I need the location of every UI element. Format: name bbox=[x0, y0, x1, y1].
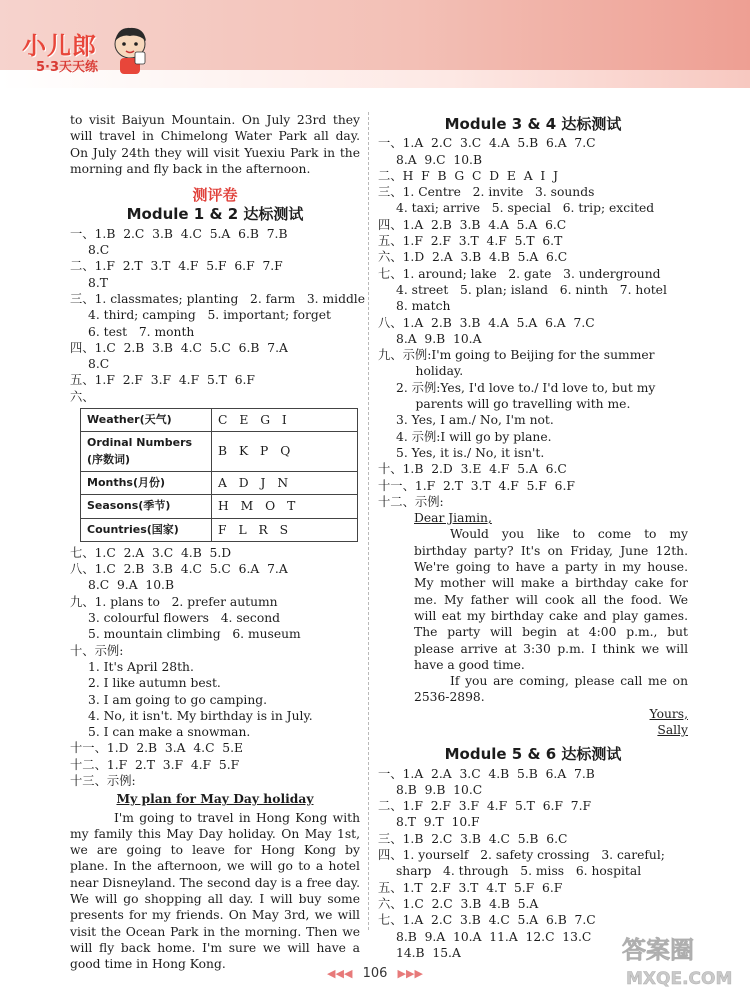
table-category: Seasons(季节) bbox=[81, 495, 212, 518]
answer-row bbox=[70, 740, 360, 756]
answer-text: 1.C 2.A 3.C 4.B 5.D bbox=[94, 545, 232, 560]
answer-row bbox=[378, 461, 688, 477]
letter-body-2: If you are coming, please call me on 2536-2898. bbox=[414, 674, 688, 705]
answer-text: 1.B 2.D 3.E 4.F 5.A 6.C bbox=[402, 462, 567, 477]
table-category: Weather(天气) bbox=[81, 409, 212, 432]
answer-row bbox=[378, 847, 688, 863]
answer-text: 5. Yes, it is./ No, it isn't. bbox=[396, 445, 545, 460]
answer-row bbox=[70, 708, 360, 724]
answer-row bbox=[378, 782, 688, 798]
essay-body: I'm going to travel in Hong Kong with my family this May Day holiday. On May 1st, we are going to leave for Hong Kong by plane. In the afternoon, we will go to a hotel near Disneyland. The second day is a free day. We will go shopping all day. I will buy some presents for my friends. On May 3rd, we will visit the Ocean Park in the morning. Then we will fly back home. I'm sure we will have a good time in Hong Kong. bbox=[70, 810, 360, 972]
right-column bbox=[378, 112, 688, 961]
table-row bbox=[81, 495, 358, 518]
answer-row bbox=[70, 577, 360, 593]
answer-text: 3. Yes, I am./ No, I'm not. bbox=[396, 413, 554, 428]
question-number: 一、 bbox=[378, 766, 403, 781]
answer-row bbox=[378, 880, 688, 896]
answer-text: 1.B 2.C 3.B 4.C 5.B 6.C bbox=[402, 831, 568, 846]
answer-row bbox=[70, 291, 366, 307]
answer-text: 1.B 2.C 3.B 4.C 5.A 6.B 7.B bbox=[94, 226, 288, 241]
answer-text: 1.D 2.B 3.A 4.C 5.E bbox=[106, 741, 244, 756]
answer-text: 1.F 2.T 3.F 4.F 5.F bbox=[106, 757, 240, 772]
answer-text: 1. yourself 2. safety crossing 3. careful; bbox=[402, 848, 665, 863]
question-number: 二、 bbox=[70, 259, 95, 274]
table-letters: F L R S bbox=[212, 518, 358, 541]
table-row bbox=[81, 471, 358, 494]
answer-row bbox=[70, 757, 360, 773]
answer-text: 1.F 2.T 3.T 4.F 5.F 6.F 7.F bbox=[94, 259, 283, 274]
letter-closing: Yours, bbox=[649, 706, 688, 721]
next-arrows-icon: ▶▶▶ bbox=[397, 967, 423, 980]
answer-row bbox=[70, 692, 360, 708]
answer-text: 1.A 2.B 3.B 4.A 5.A 6.C bbox=[402, 217, 567, 232]
module-5-6-title: Module 5 & 6 达标测试 bbox=[444, 745, 622, 764]
answer-text: 8.A 9.C 10.B bbox=[396, 152, 482, 167]
answer-text: 1.C 2.B 3.B 4.C 5.C 6.B 7.A bbox=[94, 340, 288, 355]
module-1-2-answers bbox=[70, 226, 366, 405]
answer-text: 1.A 2.C 3.C 4.A 5.B 6.A 7.C bbox=[402, 136, 596, 151]
answer-row bbox=[70, 324, 360, 340]
question-number: 三、 bbox=[70, 291, 95, 306]
answer-text: 5. mountain climbing 6. museum bbox=[88, 627, 301, 642]
essay-title: My plan for May Day holiday bbox=[116, 791, 314, 807]
table-category: Countries(国家) bbox=[81, 518, 212, 541]
answer-text: parents will go travelling with me. bbox=[396, 397, 631, 412]
question-number: 二、 bbox=[378, 168, 403, 183]
answer-text: 4. taxi; arrive 5. special 6. trip; excited bbox=[396, 201, 655, 216]
answer-row bbox=[378, 315, 688, 331]
answer-row bbox=[378, 217, 688, 233]
answer-text: 1.A 2.A 3.C 4.B 5.B 6.A 7.B bbox=[402, 766, 595, 781]
answer-row bbox=[70, 307, 360, 323]
answer-row bbox=[70, 226, 360, 242]
answer-row bbox=[378, 396, 688, 412]
svg-text:MXQE.COM: MXQE.COM bbox=[626, 969, 733, 989]
answer-row bbox=[378, 233, 688, 249]
prev-arrows-icon: ◀◀◀ bbox=[327, 967, 353, 980]
question-number: 十一、 bbox=[70, 741, 107, 756]
question-number: 十二、 bbox=[70, 757, 107, 772]
page-header bbox=[0, 0, 750, 88]
answer-row bbox=[70, 659, 360, 675]
answer-text bbox=[95, 389, 360, 405]
answer-row bbox=[378, 363, 688, 379]
answer-row bbox=[378, 249, 688, 265]
classification-table bbox=[80, 408, 358, 542]
answer-text: 1.T 2.F 3.T 4.T 5.F 6.F bbox=[402, 880, 563, 895]
answer-text: 8.B 9.A 10.A 11.A 12.C 13.C bbox=[396, 929, 592, 944]
question-number: 七、 bbox=[378, 913, 403, 928]
logo-subtitle: 5·3天天练 bbox=[36, 60, 99, 75]
answer-row bbox=[70, 773, 360, 789]
answer-row bbox=[378, 168, 688, 184]
answer-row bbox=[378, 331, 688, 347]
answer-text: 14.B 15.A bbox=[396, 945, 461, 960]
answer-text: 8.C bbox=[88, 357, 110, 372]
answer-text: 8.C 9.A 10.B bbox=[88, 578, 174, 593]
answer-row bbox=[378, 135, 688, 151]
answer-text: 8.B 9.B 10.C bbox=[396, 782, 483, 797]
answer-text: 4. 示例:I will go by plane. bbox=[396, 429, 552, 444]
letter-greeting: Dear Jiamin, bbox=[414, 511, 492, 526]
answer-row bbox=[70, 356, 360, 372]
answer-row bbox=[378, 184, 688, 200]
answer-text: 示例: bbox=[106, 773, 136, 788]
question-number: 四、 bbox=[378, 848, 403, 863]
answer-text: 1.F 2.F 3.F 4.F 5.T 6.F bbox=[94, 373, 255, 388]
question-number: 五、 bbox=[378, 234, 403, 249]
answer-row bbox=[378, 298, 688, 314]
answer-row bbox=[378, 282, 688, 298]
question-number: 八、 bbox=[378, 315, 403, 330]
answer-row bbox=[70, 594, 360, 610]
answer-row bbox=[378, 478, 688, 494]
answer-row bbox=[378, 494, 688, 510]
answer-text: 示例:I'm going to Beijing for the summer bbox=[402, 348, 655, 363]
answer-row bbox=[378, 380, 688, 396]
page-number: 106 bbox=[362, 966, 388, 981]
answer-text: 1. plans to 2. prefer autumn bbox=[94, 594, 278, 609]
table-letters: B K P Q bbox=[212, 432, 358, 472]
module-3-4-title: Module 3 & 4 达标测试 bbox=[444, 115, 622, 133]
answer-text: 1.F 2.F 3.F 4.F 5.T 6.F 7.F bbox=[402, 799, 592, 814]
answer-row bbox=[378, 814, 688, 830]
answer-row bbox=[378, 412, 688, 428]
column-divider bbox=[368, 112, 369, 930]
answer-text: 4. street 5. plan; island 6. ninth 7. hotel bbox=[396, 282, 667, 297]
letter-body: Would you like to come to my birthday party? It's on Friday, June 12th. We're going to have a party in my house. My mother will make a birthday cake for me. My father will cook all the food. We will eat my birthday cake and play games. The party will begin at 4:00 p.m., but please arrive at 3:30 p.m. I think we will have a good time. bbox=[414, 527, 688, 672]
svg-text:答案圈: 答案圈 bbox=[622, 936, 694, 964]
table-letters: C E G I bbox=[212, 409, 358, 432]
question-number: 十、 bbox=[70, 643, 95, 658]
answer-row bbox=[378, 766, 688, 782]
answer-text: 1.F 2.F 3.T 4.F 5.T 6.T bbox=[402, 234, 563, 249]
question-number: 七、 bbox=[378, 266, 403, 281]
answer-row bbox=[70, 242, 360, 258]
question-number: 三、 bbox=[378, 831, 403, 846]
module-1-2-title: Module 1 & 2 达标测试 bbox=[126, 205, 304, 224]
answer-text: 1.A 2.B 3.B 4.A 5.A 6.A 7.C bbox=[402, 315, 595, 330]
question-number: 九、 bbox=[70, 594, 95, 609]
answer-row bbox=[70, 643, 360, 659]
question-number: 六、 bbox=[378, 896, 403, 911]
letter-signature: Sally bbox=[657, 722, 688, 737]
answer-text: 1.A 2.C 3.B 4.C 5.A 6.B 7.C bbox=[402, 913, 596, 928]
answer-row bbox=[378, 445, 688, 461]
answer-text: 2. 示例:Yes, I'd love to./ I'd love to, but my bbox=[396, 380, 656, 395]
mascot-icon bbox=[108, 24, 152, 78]
question-number: 四、 bbox=[70, 340, 95, 355]
question-number: 五、 bbox=[70, 373, 95, 388]
question-number: 九、 bbox=[378, 348, 403, 363]
answer-text: 4. No, it isn't. My birthday is in July. bbox=[88, 708, 313, 723]
answer-text: 示例: bbox=[94, 643, 124, 658]
answer-text: 1.D 2.A 3.B 4.B 5.A 6.C bbox=[402, 250, 568, 265]
question-number: 六、 bbox=[70, 389, 95, 404]
table-category: Ordinal Numbers (序数词) bbox=[81, 432, 212, 472]
answer-text: 1. It's April 28th. bbox=[88, 659, 194, 674]
answer-text: sharp 4. through 5. miss 6. hospital bbox=[396, 864, 642, 879]
answer-text: 2. I like autumn best. bbox=[88, 676, 221, 691]
question-number: 八、 bbox=[70, 562, 95, 577]
table-letters: H M O T bbox=[212, 495, 358, 518]
answer-row bbox=[378, 831, 688, 847]
question-number: 一、 bbox=[378, 136, 403, 151]
answer-text: 3. I am going to go camping. bbox=[88, 692, 268, 707]
answer-text: 8. match bbox=[396, 299, 451, 314]
question-number: 二、 bbox=[378, 799, 403, 814]
answer-row bbox=[70, 372, 360, 388]
answer-row bbox=[70, 675, 360, 691]
question-number: 十二、 bbox=[378, 494, 415, 509]
answer-row bbox=[70, 258, 360, 274]
answer-text: 1. Centre 2. invite 3. sounds bbox=[402, 185, 595, 200]
answer-text: 4. third; camping 5. important; forget bbox=[88, 308, 331, 323]
answer-row bbox=[378, 200, 688, 216]
intro-paragraph: to visit Baiyun Mountain. On July 23rd they will travel in Chimelong Water Park all day. On July 24th they will visit Yuexiu Park in the morning and fly back in the afternoon. bbox=[70, 113, 360, 176]
answer-row bbox=[70, 389, 360, 405]
module-3-4-answers bbox=[378, 135, 688, 510]
watermark-stamp bbox=[618, 930, 742, 992]
question-number: 六、 bbox=[378, 250, 403, 265]
answer-text: H F B G C D E A I J bbox=[402, 168, 558, 183]
logo-title: 小儿郎 bbox=[22, 32, 97, 60]
answer-row bbox=[378, 152, 688, 168]
answer-row bbox=[70, 340, 360, 356]
answer-row bbox=[70, 275, 360, 291]
answer-row bbox=[378, 429, 688, 445]
answer-row bbox=[378, 912, 688, 928]
answer-text: 5. I can make a snowman. bbox=[88, 725, 251, 740]
answer-row bbox=[70, 724, 360, 740]
answer-text: 1.F 2.T 3.T 4.F 5.F 6.F bbox=[414, 478, 575, 493]
letter bbox=[378, 510, 688, 738]
answer-text: 1. around; lake 2. gate 3. underground bbox=[402, 266, 661, 281]
answer-text: 1.C 2.C 3.B 4.B 5.A bbox=[402, 896, 539, 911]
table-row bbox=[81, 432, 358, 472]
question-number: 十、 bbox=[378, 462, 403, 477]
answer-row bbox=[378, 266, 688, 282]
answer-row bbox=[378, 896, 688, 912]
answer-row bbox=[70, 610, 360, 626]
table-row bbox=[81, 409, 358, 432]
question-number: 十一、 bbox=[378, 478, 415, 493]
answer-row bbox=[70, 626, 360, 642]
answer-text: 8.A 9.B 10.A bbox=[396, 331, 482, 346]
table-letters: A D J N bbox=[212, 471, 358, 494]
answer-text: 8.T bbox=[88, 275, 108, 290]
section-title: 测评卷 bbox=[192, 186, 238, 205]
answer-text: 6. test 7. month bbox=[88, 324, 195, 339]
question-number: 三、 bbox=[378, 185, 403, 200]
answer-text: holiday. bbox=[396, 364, 464, 379]
answer-text: 1.C 2.B 3.B 4.C 5.C 6.A 7.A bbox=[94, 562, 288, 577]
table-category: Months(月份) bbox=[81, 471, 212, 494]
answer-text: 8.C bbox=[88, 243, 110, 258]
answer-row bbox=[378, 798, 688, 814]
answer-row bbox=[378, 863, 688, 879]
module-1-2-answers-cont bbox=[70, 545, 360, 789]
question-number: 七、 bbox=[70, 545, 95, 560]
answer-text: 8.T 9.T 10.F bbox=[396, 815, 480, 830]
answer-text: 1. classmates; planting 2. farm 3. middle bbox=[94, 291, 366, 306]
answer-text: 示例: bbox=[414, 494, 444, 509]
question-number: 一、 bbox=[70, 226, 95, 241]
answer-row bbox=[378, 347, 688, 363]
question-number: 十三、 bbox=[70, 773, 107, 788]
question-number: 五、 bbox=[378, 880, 403, 895]
answer-text: 3. colourful flowers 4. second bbox=[88, 611, 281, 626]
left-column bbox=[70, 112, 366, 973]
answer-row bbox=[70, 561, 360, 577]
question-number: 四、 bbox=[378, 217, 403, 232]
table-row bbox=[81, 518, 358, 541]
answer-row bbox=[70, 545, 360, 561]
